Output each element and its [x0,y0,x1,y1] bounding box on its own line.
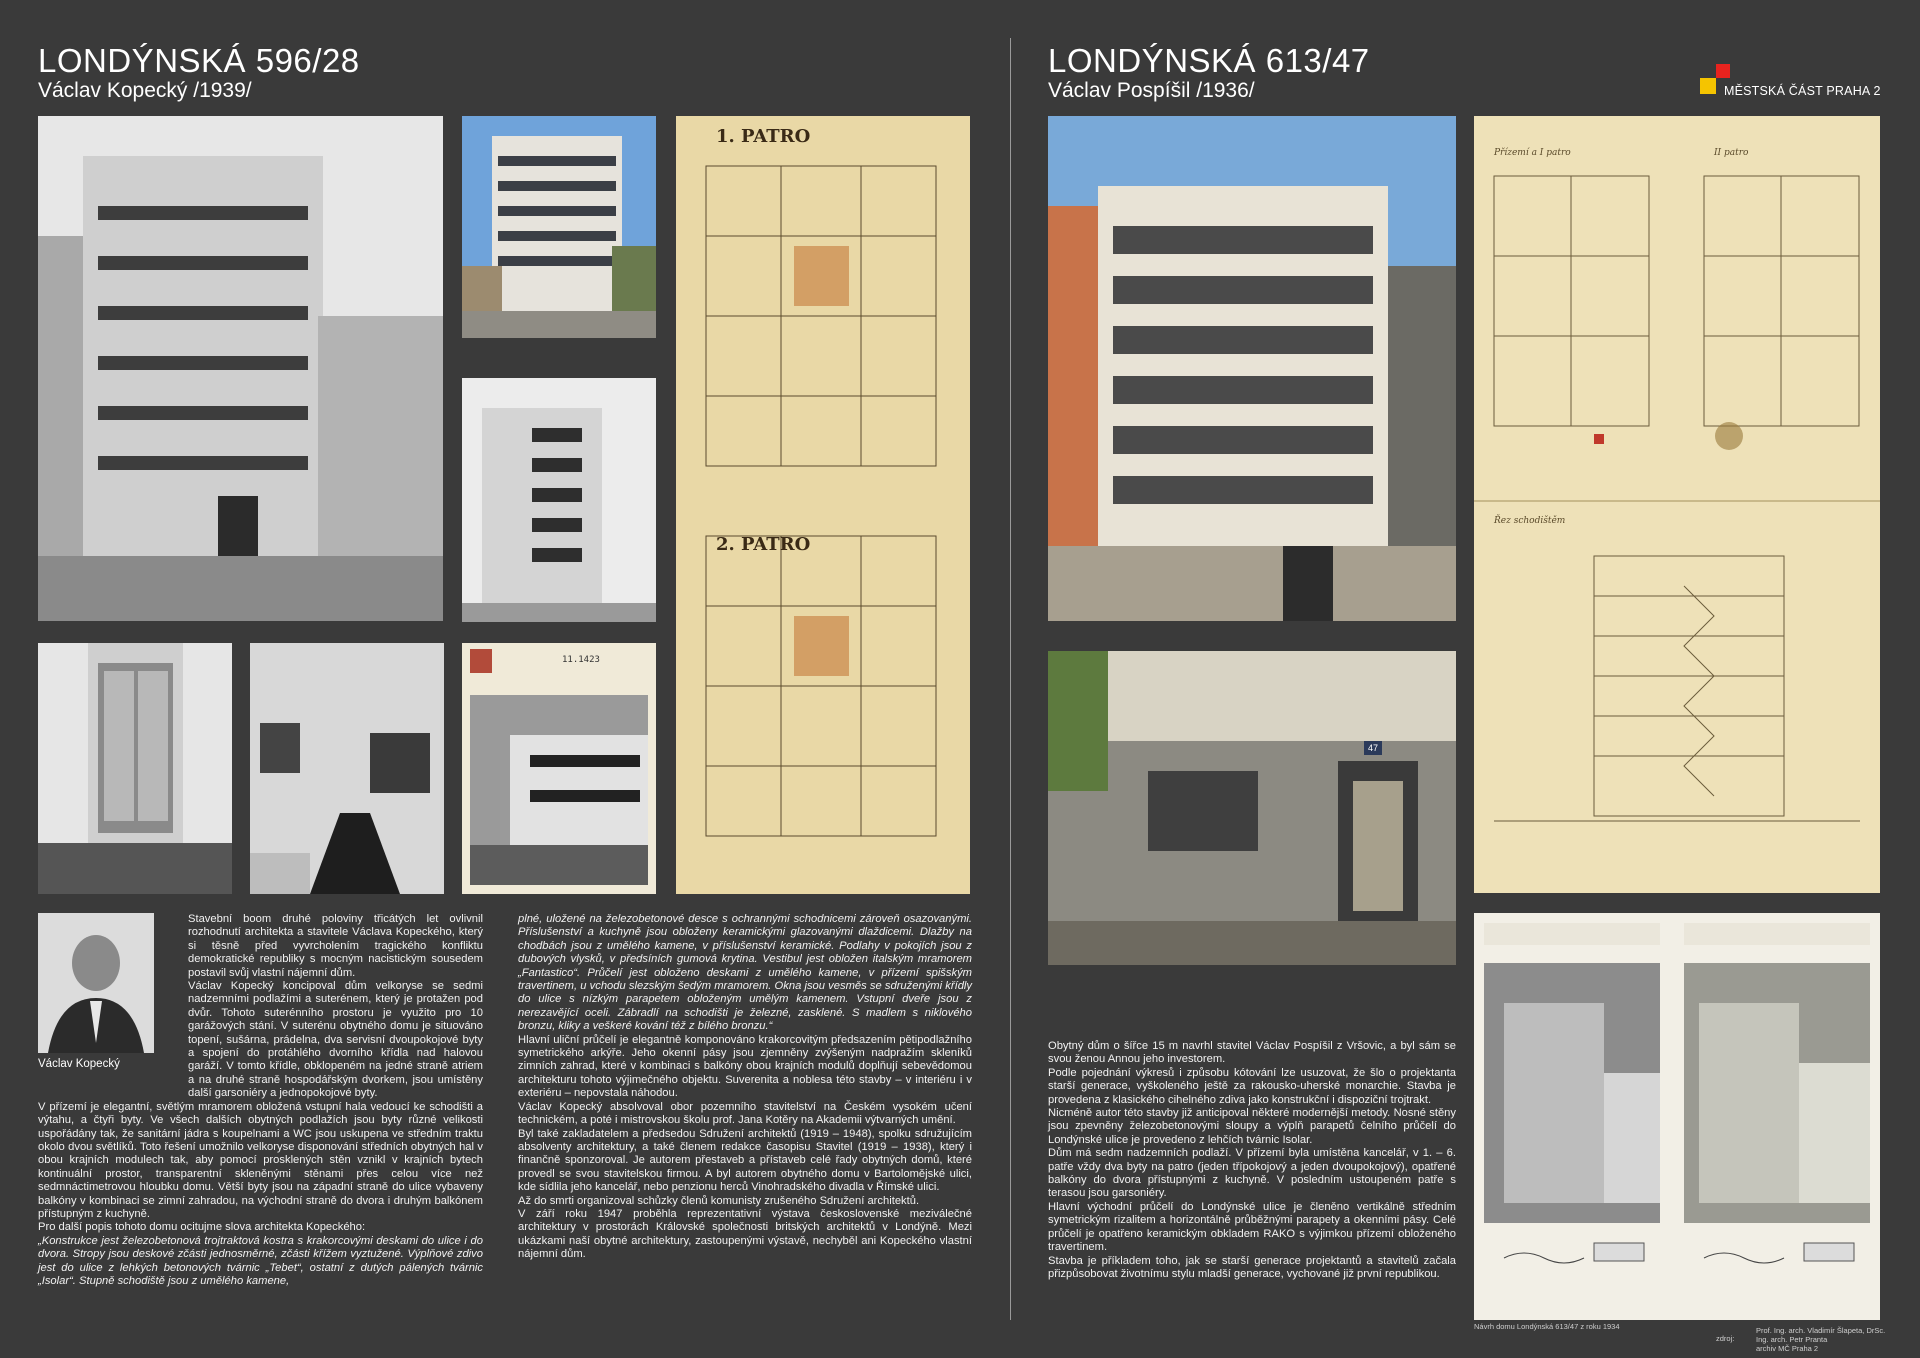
facade-photo-color-613 [1048,116,1456,621]
left-col2-quote: plné, uložené na železobetonové desce s ochrannými schodnicemi zároveň osazovanými. Příslušenství a kuchyně jsou obloženy keramickými glazovanými dlaždicemi. Dlažby na chodbách jsou z umělého kamene, v příslušenství keramické. Podlahy v pokojích jsou z dubových vlysků, v předsíních gumová krytina. Vestibul jest obložen italským mramorem „Fantastico“. Průčelí jest obloženo deskami z umělého kamene, v přízemí spišským travertinem, u vchodu slezským šedým mramorem. Okna jsou vesměs se sdruženými křídly do ulice s nízkým parapetem obloženým umělým kamenem. Vstupní dveře jsou z nerezavějící oceli. Zábradlí na schodišti je železné, zasklené. S madlem s niklového bronzu, kliky a veškeré kování též z bílého bronzu.“ [518,913,972,1033]
staircase-hall-photo [250,643,444,894]
left-subtitle: Václav Kopecký /1939/ [38,79,252,102]
source-label: zdroj: [1716,1334,1735,1343]
historic-design-drawing [1474,913,1880,1320]
source-line-1: Prof. Ing. arch. Vladimír Šlapeta, DrSc. [1756,1326,1886,1335]
left-col2-para-4: Až do smrti organizoval schůzky členů komunisty zrušeného Sdružení architektů. [518,1194,920,1207]
right-para-6: Stavba je příkladem toho, jak se starší generace projektantů a stavitelů začala přizpůsobovat životnímu stylu mladší generace, vychované již první republikou. [1048,1254,1456,1280]
entrance-photo-613 [1048,651,1456,965]
logo-yellow-square-icon [1700,78,1716,94]
plan-label-1-patro: 1. PATRO [716,126,811,147]
left-col1-para-3: V přízemí je elegantní, světlým mramorem obložená vstupní hala vedoucí ke schodišti a výtahu, a čtyři byty. Ve všech dalších obytných podlažích jsou byty různé velikosti uspořádány tak, že sanitární jádra s koupelnami a WC jsou uskupena ve středním traktu okolo dvou světlíků. Toto řešení umožnilo velkoryse disponování středních obytných hal v obou krajních modulech tak, aby pomocí prosklených stěn vznikl v krajních bytech kontinuální prostor, transparentní skleněnými stěnami přes celou více než sedmnáctimetrovou hloubku domu. Větší byty jsou na západní straně do ulice vybaveny balkóny v kombinaci se zimní zahradou, na východní straně do dvora i druhým balkónem přístupným z kuchyně. [38,1100,483,1220]
right-para-4: Dům má sedm nadzemních podlaží. V přízemí byla umístěna kancelář, v 1. – 6. patře vždy dva byty na patro (jeden třípokojový a jeden dvoupokojový), opatřené balkóny do dvora přístupnými z kuchyně. V posledním ustoupeném patře s terasou jsou garsoniéry. [1048,1147,1456,1200]
plans-and-section-drawing [1474,116,1880,893]
portrait-caption: Václav Kopecký [38,1058,120,1070]
entrance-hall-photo [38,643,232,894]
left-col1-para-1: Stavební boom druhé poloviny třicátých let ovlivnil rozhodnutí architekta a stavitele Václava Kopeckého, který si těsně před vyvrcholením tragického konfliktu demokratické republiky s mocným nacistickým sousedem postavil svůj vlastní nájemní dům. [188,913,483,979]
rear-facade-photo-bw [462,378,656,622]
house-number-plate: 47 [1364,741,1382,755]
archival-courtyard-photo [462,643,656,894]
right-para-2: Podle pojednání výkresů i způsobu kótování lze usuzovat, že šlo o projektanta starší generace, vyškoleného ještě za rakousko-uherské monarchie. Stavba je provedena z klasického cihelného zdiva jako konstrukční i dispoziční trojtrakt. [1048,1066,1456,1106]
page-divider [1010,38,1011,1320]
left-col2-para-5: V září roku 1947 proběhla reprezentativní výstava československé meziválečné architektury v prostorách Královské společnosti britských architektů v Londýně. Mezi ukázkami naší obytné architektury, zastoupenými výstavě, nechyběl ani Kopeckého vlastní nájemní dům. [518,1207,972,1261]
right-para-5: Hlavní východní průčelí do Londýnské ulice je členěno vertikálně středním symetrickým rizalitem a horizontálně průběžnými parapety a okenními pásy. Celé průčelí je opatřeno keramickým obkladem RAKO s výjimkou přízemí obloženého travertinem. [1048,1200,1456,1254]
right-para-3: Nicméně autor této stavby již anticipoval některé modernější metody. Nosné stěny jsou zpevněny železobetonovými sloupy a výplň parapetů čelního průčelí do Londýnské ulice je provedeno z lehčích tvárnic Isolar. [1048,1107,1456,1146]
drawing-caption: Návrh domu Londýnská 613/47 z roku 1934 [1474,1322,1620,1331]
facade-photo-color [462,116,656,338]
plan-label-2-patro: 2. PATRO [716,534,811,555]
right-text-column [1048,1040,1456,1281]
right-para-1: Obytný dům o šířce 15 m navrhl stavitel Václav Pospíšil z Vršovic, a byl sám se svou ženou Annou jeho investorem. [1048,1040,1456,1066]
right-subtitle: Václav Pospíšil /1936/ [1048,79,1255,102]
plan-label-ground: Přízemí a I patro [1494,148,1571,158]
left-col2-para-2: Václav Kopecký absolvoval obor pozemního stavitelství na Českém vysokém učení technickém, a poté i mistrovskou školu prof. Jana Kotěry na Akademii výtvarných umění. [518,1100,972,1127]
left-col2-para-3: Byl také zakladatelem a předsedou Sdružení architektů (1919 – 1948), spolku sdružujícím absolventy architektury, a také členem redakce časopisu Stavitel (1919 – 1938), který i finančně sponzoroval. Je autorem přestaveb a přístaveb celé řady obytných domů, které provedl se svou stavitelskou firmou. A byl autorem obytného domu v Bartolomějské ulici, kde sídlila jeho kancelář, nebo penzionu herců Vinohradského divadla v Římské ulici. [518,1127,972,1194]
facade-photo-bw [38,116,443,621]
left-col1-quote: „Konstrukce jest železobetonová trojtraktová kostra s krakorcovými deskami do ulice i do dvora. Stropy jsou deskové zčásti jednosměrné, zčásti křížem vyztužené. Výplňové zdivo jest do ulice z lehkých betonových tvárnic „Tebet“, ostatní z dutých pálených tvárnic „Isolar“. Stupně schodiště jsou z umělého kamene, [38,1234,483,1287]
left-col1-para-2: Václav Kopecký koncipoval dům velkoryse se sedmi nadzemními podlažími a suterénem, který je protažen pod dvůr. Tohoto suterénního prostoru je využito pro 10 garážových stání. V suterénu obytného domu je situováno topení, sušárna, prádelna, dva servisní dvoupokojové byty a spojení do protáhlého dvorního křídla nad halovou garáží. V tomto křídle, obklopeném na jedné straně atriem a na druhé straně hospodářským dvorkem, jsou umístěny další garsoniéry a jednopokojové byty. [188,980,483,1100]
right-title: LONDÝNSKÁ 613/47 [1048,42,1370,79]
stamp-number: 11.1423 [562,655,600,665]
left-title: LONDÝNSKÁ 596/28 [38,42,360,79]
source-line-2: Ing. arch. Petr Pranta [1756,1335,1828,1344]
source-credits [1756,1326,1885,1353]
left-col2-para-1: Hlavní uliční průčelí je elegantně komponováno krakorcovitým předsazením pětipodlažního symetrického arkýře. Jeho okenní pásy jsou zjemněny zvýšeným nadpražím skleníků zimních zahrad, které v kombinaci s balkóny obou krajních modulů doplňují sebevědomou architekturu tohoto výjimečného objektu. Suverenita a noblesa této stavby – v interiéru i v exteriéru – nepovstala náhodou. [518,1033,972,1100]
plan-label-second: II patro [1714,148,1749,158]
source-line-3: archiv MČ Praha 2 [1756,1344,1819,1353]
section-label: Řez schodištěm [1494,516,1566,526]
floor-plans-drawing [676,116,970,894]
stamp-icon [470,649,492,673]
logo-red-square-icon [1716,64,1730,78]
left-col1-para-4: Pro další popis tohoto domu ocitujme slova architekta Kopeckého: [38,1221,366,1234]
left-text-column-1 [38,913,483,1288]
left-text-column-2 [518,913,972,1262]
logo-text: MĚSTSKÁ ČÁST PRAHA 2 [1724,84,1881,98]
